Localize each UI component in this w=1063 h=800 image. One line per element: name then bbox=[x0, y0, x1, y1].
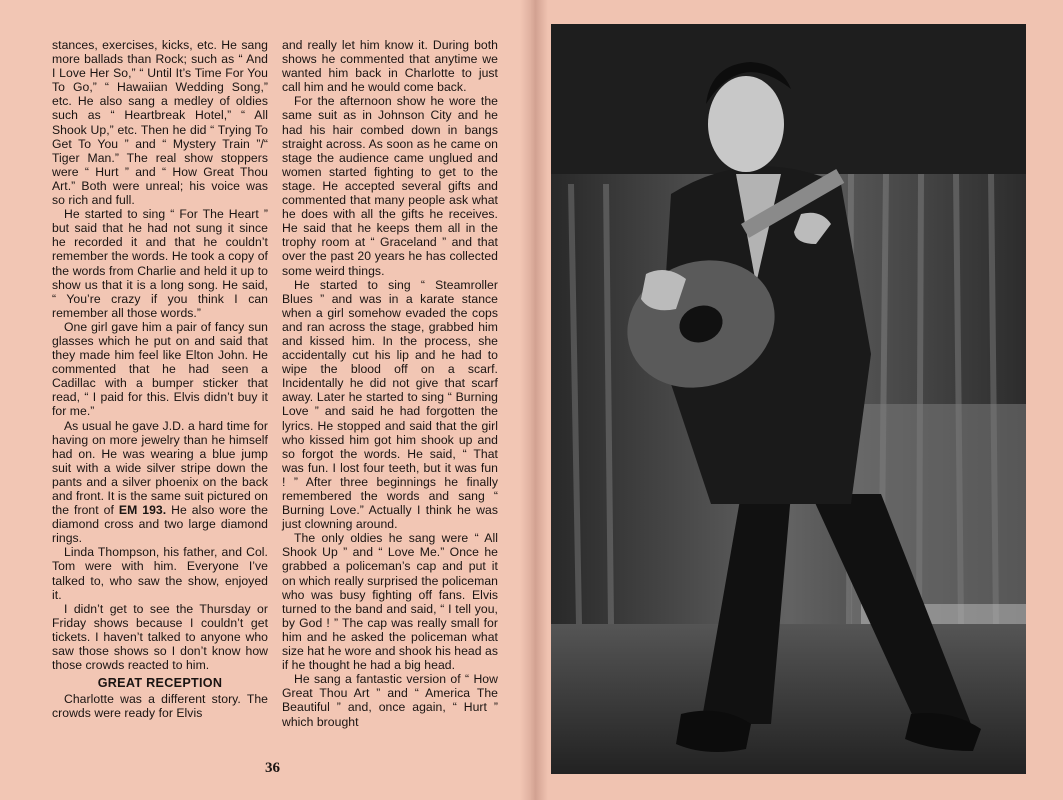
paragraph: and really let him know it. During both shows he commented that anytime we wanted him back in Charlotte to just call him and he would come back. bbox=[282, 38, 498, 95]
page-number: 36 bbox=[265, 760, 280, 776]
performer-photo bbox=[551, 24, 1026, 774]
em-issue-reference: EM 193. bbox=[118, 503, 167, 518]
photo-illustration bbox=[551, 24, 1026, 774]
paragraph-text: As usual he gave J.D. a hard time for having on more jewelry than he himself had on. He was wearing a blue jump suit with a wide silver stripe down the pants and a silver phoenix on the back and front. It is the same suit pictured on the front of bbox=[52, 418, 268, 518]
left-text-column bbox=[52, 38, 268, 721]
paragraph: I didn’t get to see the Thursday or Friday shows because I couldn’t get tickets. I haven’t talked to anyone who saw those shows so I don’t know how those crowds reacted to him. bbox=[52, 601, 268, 673]
page-gutter bbox=[520, 0, 548, 800]
paragraph: stances, exercises, kicks, etc. He sang more ballads than Rock; such as “ And I Love Her So,” “ Until It’s Time For You To Go,” “ Hawaiian Wedding Song,” etc. He also sang a medley of oldies such as “ Heartbreak Hotel,” “ All Shook Up,” etc. Then he did “ Trying To Get To You ” and “ Mystery Train ”/“ Tiger Man.” The real show stoppers were “ Hurt ” and “ How Great Thou Art.” Both were unreal; his voice was so rich and full. bbox=[52, 38, 268, 208]
paragraph: He sang a fantastic version of “ How Great Thou Art ” and “ America The Beautiful ” and, once again, “ Hurt ” which brought bbox=[282, 672, 498, 729]
paragraph: The only oldies he sang were “ All Shook Up ” and “ Love Me.” Once he grabbed a policeman’s cap and put it on which really surprised the policeman who was busy fighting off fans. Elvis turned to the band and said, “ I tell you, by God ! ” The cap was really small for him and he asked the policeman what size hat he wore and shook his head as if he thought he had a big head. bbox=[282, 531, 498, 673]
paragraph-text: He also wore the diamond cross and two large diamond rings. bbox=[52, 503, 268, 546]
paragraph: Charlotte was a different story. The crowds were ready for Elvis bbox=[52, 692, 268, 721]
section-heading: GREAT RECEPTION bbox=[97, 676, 223, 691]
right-text-column bbox=[282, 38, 498, 729]
paragraph bbox=[52, 419, 268, 546]
paragraph: He started to sing “ For The Heart ” but said that he had not sung it since he recorded it and that he couldn’t remember the words. He took a copy of the words from Charlie and held it up to show us that it is a long song. He said, “ You’re crazy if you think I can remember all those words.” bbox=[52, 207, 268, 320]
paragraph: Linda Thompson, his father, and Col. Tom were with him. Everyone I’ve talked to, who saw the show, enjoyed it. bbox=[52, 545, 268, 602]
paragraph: One girl gave him a pair of fancy sun glasses which he put on and said that they made him feel like Elton John. He commented that he had seen a Cadillac with a bumper sticker that read, “ I paid for this. Elvis didn’t buy it for me.” bbox=[52, 319, 268, 419]
paragraph: He started to sing “ Steamroller Blues ” and was in a karate stance when a girl somehow evaded the cops and ran across the stage, grabbed him and kissed him. In the process, she accidentally cut his lip and he had to wipe the blood off on a scarf. Incidentally he did not give that scarf away. Later he started to sing “ Burning Love ” and said he had forgotten the lyrics. He stopped and said that the girl who kissed him got him shook up and so forgot the words. He said, “ That was fun. I lost four teeth, but it was fun ! ” After three beginnings he finally remembered the words and sang “ Burning Love.” Actually I think he was just clowning around. bbox=[282, 277, 498, 532]
paragraph: For the afternoon show he wore the same suit as in Johnson City and he had his hair combed down in bangs straight across. As soon as he came on stage the audience came unglued and women started fighting to get to the stage. He accepted several gifts and commented that many people ask what he does with all the gifts he receives. He said that he keeps them all in the trophy room at “ Graceland ” and that over the past 20 years he has collected some weird things. bbox=[282, 94, 498, 278]
